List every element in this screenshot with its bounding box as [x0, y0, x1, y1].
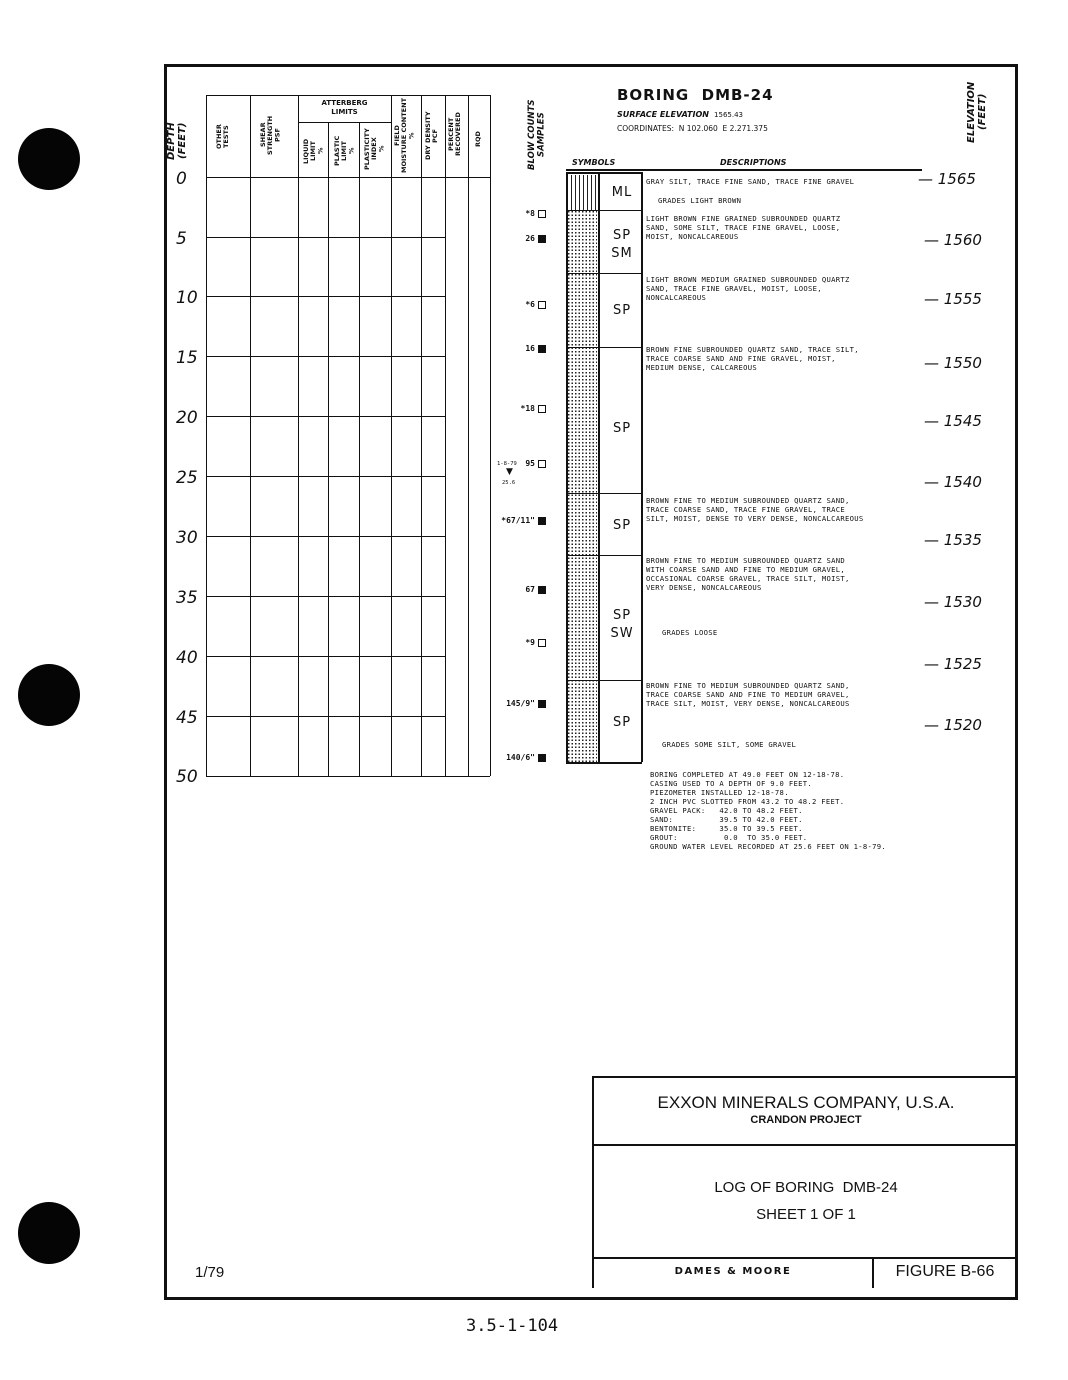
- blow-count: 145/9": [486, 699, 546, 708]
- soil-description: GRAY SILT, TRACE FINE SAND, TRACE FINE GRAVEL: [646, 177, 855, 186]
- sample-open-icon: [538, 460, 546, 468]
- blow-count: 26: [486, 234, 546, 243]
- surface-elevation: [617, 110, 743, 119]
- blow-count: *9: [486, 638, 546, 647]
- elevation-label: — 1540: [924, 473, 982, 491]
- sample-filled-icon: [538, 517, 546, 525]
- soil-symbol: SP: [612, 421, 632, 436]
- blow-counts-header: BLOW COUNTS SAMPLES: [527, 99, 547, 171]
- water-level-depth: 25.6: [502, 480, 516, 486]
- page-number: 3.5-1-104: [466, 1316, 559, 1336]
- soil-description: LIGHT BROWN MEDIUM GRAINED SUBROUNDED QUARTZ SAND, TRACE FINE GRAVEL, MOIST, LOOSE, NONCALCAREOUS: [646, 275, 850, 302]
- soil-description: GRADES SOME SILT, SOME GRAVEL: [662, 740, 797, 749]
- soil-description: BROWN FINE TO MEDIUM SUBROUNDED QUARTZ SAND, TRACE COARSE SAND AND FINE TO MEDIUM GRAVEL, TRACE SILT, MOIST, VERY DENSE, NONCALCAREOUS: [646, 681, 850, 708]
- dry-density-header: DRY DENSITY PCF: [424, 111, 440, 161]
- other-tests-header: OTHER TESTS: [215, 124, 231, 150]
- rqd-header: RQD: [474, 131, 482, 147]
- figure-number: FIGURE B-66: [895, 1263, 995, 1280]
- descriptions-header: DESCRIPTIONS: [720, 158, 787, 167]
- soil-description: BROWN FINE TO MEDIUM SUBROUNDED QUARTZ SAND WITH COARSE SAND AND FINE TO MEDIUM GRAVEL, OCCASIONAL COARSE GRAVEL, TRACE SILT, MOIST, VERY DENSE, NONCALCAREOUS: [646, 556, 850, 592]
- soil-description: GRADES LIGHT BROWN: [658, 196, 742, 205]
- elevation-label: — 1560: [924, 231, 982, 249]
- firm-name: DAMES & MOORE: [674, 1266, 792, 1277]
- elevation-label: — 1525: [924, 655, 982, 673]
- sample-filled-icon: [538, 235, 546, 243]
- sample-open-icon: [538, 639, 546, 647]
- blow-count: 67: [486, 585, 546, 594]
- binder-hole-middle: [18, 664, 80, 726]
- surface-elevation-label: SURFACE ELEVATION: [617, 110, 709, 119]
- water-level-icon: ▼: [506, 467, 513, 477]
- silt-pattern: [567, 175, 597, 210]
- plasticity-index-header: PLASTICITY INDEX %: [363, 128, 386, 170]
- depth-label: 35: [176, 588, 198, 608]
- depth-label: 50: [176, 767, 198, 787]
- sample-open-icon: [538, 210, 546, 218]
- blow-count: 140/6": [486, 753, 546, 762]
- elevation-label: — 1530: [924, 593, 982, 611]
- binder-hole-bottom: [18, 1202, 80, 1264]
- company-name: EXXON MINERALS COMPANY, U.S.A.: [657, 1093, 955, 1112]
- date-code: 1/79: [195, 1264, 225, 1281]
- blow-count: 95: [486, 459, 546, 468]
- blow-count: *6: [486, 300, 546, 309]
- boring-title: BORING DMB-24: [617, 86, 774, 104]
- elevation-header: ELEVATION (FEET): [966, 81, 988, 143]
- depth-label: 0: [176, 169, 187, 189]
- depth-label: 20: [176, 408, 198, 428]
- elevation-label: — 1535: [924, 531, 982, 549]
- depth-label: 30: [176, 528, 198, 548]
- blow-count: *67/11": [486, 516, 546, 525]
- depth-label: 15: [176, 348, 198, 368]
- moisture-content-header: FIELD MOISTURE CONTENT %: [393, 98, 416, 174]
- soil-description: GRADES LOOSE: [662, 628, 718, 637]
- binder-hole-top: [18, 128, 80, 190]
- symbols-header: SYMBOLS: [572, 158, 616, 167]
- blow-count: 16: [486, 344, 546, 353]
- elevation-label: — 1565: [918, 170, 976, 188]
- soil-symbol: SP: [612, 303, 632, 318]
- boring-notes: BORING COMPLETED AT 49.0 FEET ON 12-18-78. CASING USED TO A DEPTH OF 9.0 FEET. PIEZOMETER INSTALLED 12-18-78. 2 INCH PVC SLOTTED FROM 43.2 TO 48.2 FEET. GRAVEL PACK: 42.0 TO 48.2 FEET. SAND: 39.5 TO 42.0 FEET. BENTONITE: 35.0 TO 39.5 FEET. GROUT: 0.0 TO 35.0 FEET. GROUND WATER LEVEL RECORDED AT 25.6 FEET ON 1-8-79.: [650, 770, 886, 851]
- atterberg-limits-header: ATTERBERG LIMITS: [321, 99, 368, 116]
- plastic-limit-header: PLASTIC LIMIT %: [333, 135, 356, 167]
- blow-count: *8: [486, 209, 546, 218]
- sample-open-icon: [538, 405, 546, 413]
- sample-filled-icon: [538, 754, 546, 762]
- sample-filled-icon: [538, 586, 546, 594]
- soil-symbol: SP: [612, 518, 632, 533]
- project-name: CRANDON PROJECT: [750, 1114, 862, 1126]
- depth-label: 25: [176, 468, 198, 488]
- sheet-number: SHEET 1 OF 1: [756, 1206, 856, 1223]
- soil-symbol: ML: [611, 185, 633, 200]
- percent-recovered-header: PERCENT RECOVERED: [447, 112, 463, 156]
- coordinates: COORDINATES: N 102.060 E 2.271.375: [617, 124, 768, 133]
- liquid-limit-header: LIQUID LIMIT %: [302, 138, 325, 164]
- log-title: LOG OF BORING DMB-24: [714, 1179, 898, 1196]
- depth-label: 5: [176, 229, 187, 249]
- sample-open-icon: [538, 301, 546, 309]
- elevation-label: — 1545: [924, 412, 982, 430]
- log-header-rule: [566, 169, 922, 171]
- sample-filled-icon: [538, 345, 546, 353]
- elevation-label: — 1520: [924, 716, 982, 734]
- depth-label: 45: [176, 708, 198, 728]
- elevation-label: — 1555: [924, 290, 982, 308]
- shear-strength-header: SHEAR STRENGTH PSF: [259, 115, 282, 155]
- soil-symbol: SP SW: [610, 608, 634, 641]
- soil-symbol: SP SM: [611, 228, 633, 261]
- soil-description: BROWN FINE SUBROUNDED QUARTZ SAND, TRACE SILT, TRACE COARSE SAND AND FINE GRAVEL, MOIST, MEDIUM DENSE, CALCAREOUS: [646, 345, 859, 372]
- depth-label: 40: [176, 648, 198, 668]
- elevation-label: — 1550: [924, 354, 982, 372]
- soil-description: LIGHT BROWN FINE GRAINED SUBROUNDED QUARTZ SAND, SOME SILT, TRACE FINE GRAVEL, LOOSE, MOIST, NONCALCAREOUS: [646, 214, 841, 241]
- water-level-date: 1-8-79: [497, 461, 517, 467]
- surface-elevation-value: 1565.43: [714, 111, 743, 119]
- soil-description: BROWN FINE TO MEDIUM SUBROUNDED QUARTZ SAND, TRACE COARSE SAND, TRACE FINE GRAVEL, TRACE SILT, MOIST, DENSE TO VERY DENSE, NONCALCAREOUS: [646, 496, 864, 523]
- sample-filled-icon: [538, 700, 546, 708]
- depth-label: 10: [176, 288, 198, 308]
- blow-count: *18: [486, 404, 546, 413]
- soil-symbol: SP: [612, 715, 632, 730]
- depth-header: DEPTH (FEET): [166, 122, 188, 160]
